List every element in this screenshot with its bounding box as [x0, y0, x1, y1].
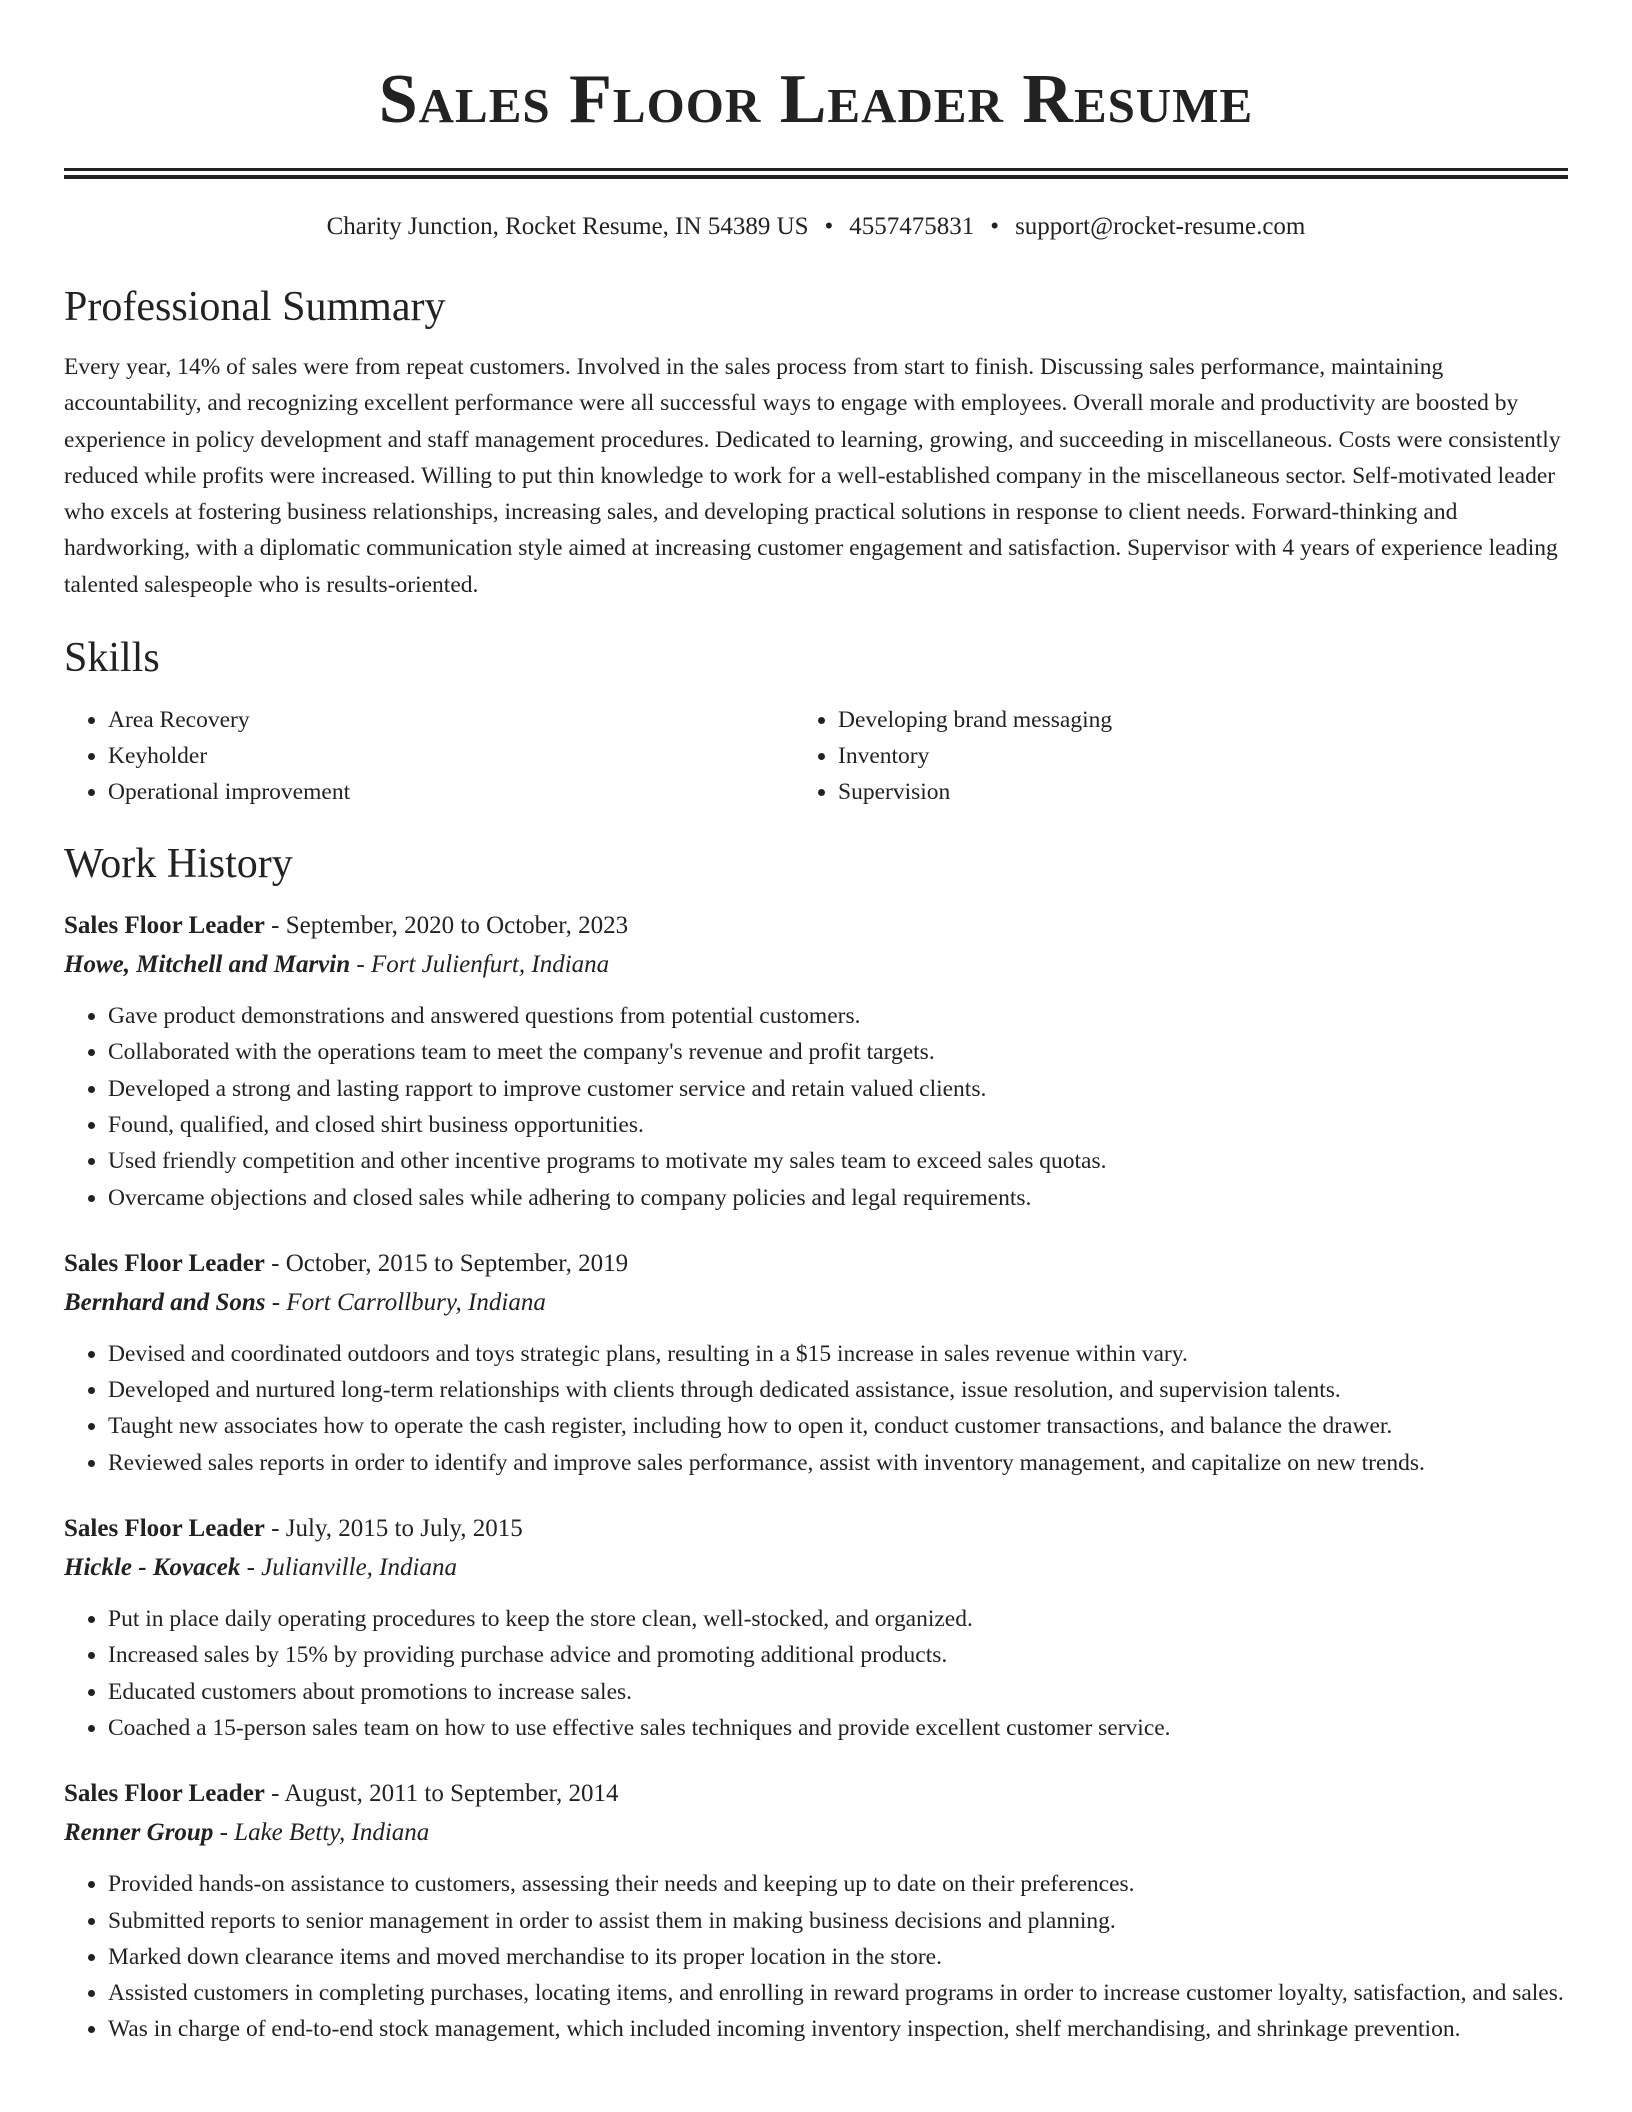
duty-item: • Submitted reports to senior management in order to assist them in making business decisions and planning.	[108, 1903, 1568, 1939]
skills-column-left	[64, 702, 838, 810]
duty-item: • Increased sales by 15% by providing purchase advice and promoting additional products.	[108, 1637, 1568, 1673]
contact-email: support@rocket-resume.com	[1015, 213, 1306, 240]
summary-heading: Professional Summary	[64, 284, 446, 330]
duties-list	[64, 1601, 1568, 1746]
company-location: - Julianville, Indiana	[240, 1554, 457, 1582]
job-title: Sales Floor Leader	[64, 1249, 265, 1277]
company-line	[64, 1814, 1568, 1852]
contact-phone: 4557475831	[849, 213, 975, 240]
work-history-heading: Work History	[64, 841, 293, 888]
company-name: Howe, Mitchell and Marvin	[64, 951, 351, 979]
skills-list	[64, 702, 1568, 810]
skill-item: • Keyholder	[108, 738, 838, 774]
company-line	[64, 1549, 1568, 1587]
duty-item: • Reviewed sales reports in order to identify and improve sales performance, assist with inventory management, and capitalize on new trends.	[108, 1445, 1568, 1481]
company-location: - Fort Julienfurt, Indiana	[350, 951, 610, 979]
skill-item: • Area Recovery	[108, 702, 838, 738]
duty-item: • Devised and coordinated outdoors and toys strategic plans, resulting in a $15 increase in sales revenue within vary.	[108, 1336, 1568, 1372]
company-location: - Lake Betty, Indiana	[213, 1819, 430, 1847]
duty-item: • Overcame objections and closed sales while adhering to company policies and legal requirements.	[108, 1180, 1568, 1216]
company-line	[64, 1284, 1568, 1322]
duty-item: • Was in charge of end-to-end stock management, which included incoming inventory inspection, shelf merchandising, and shrinkage prevention.	[108, 2011, 1568, 2047]
resume-title: Sales Floor Leader Resume	[378, 61, 1254, 138]
skill-item: • Supervision	[838, 774, 1568, 810]
duty-item: • Used friendly competition and other incentive programs to motivate my sales team to exceed sales quotas.	[108, 1143, 1568, 1179]
contact-line	[64, 212, 1568, 242]
duty-item: • Educated customers about promotions to increase sales.	[108, 1674, 1568, 1710]
contact-address: Charity Junction, Rocket Resume, IN 54389 US	[326, 213, 809, 240]
duty-item: • Coached a 15-person sales team on how to use effective sales techniques and provide excellent customer service.	[108, 1710, 1568, 1746]
duty-item: • Put in place daily operating procedures to keep the store clean, well-stocked, and organized.	[108, 1601, 1568, 1637]
company-name: Renner Group	[64, 1819, 214, 1847]
job-title-line	[64, 1511, 1568, 1547]
resume-page	[64, 0, 1568, 2048]
duties-list	[64, 998, 1568, 1216]
job-title: Sales Floor Leader	[64, 1515, 265, 1543]
contact-separator: •	[824, 213, 834, 240]
duty-item: • Developed a strong and lasting rapport to improve customer service and retain valued clients.	[108, 1071, 1568, 1107]
duty-item: • Collaborated with the operations team to meet the company's revenue and profit targets.	[108, 1034, 1568, 1070]
duty-item: • Found, qualified, and closed shirt business opportunities.	[108, 1107, 1568, 1143]
duty-item: • Taught new associates how to operate the cash register, including how to open it, conduct customer transactions, and balance the drawer.	[108, 1408, 1568, 1444]
job-dates: - September, 2020 to October, 2023	[264, 912, 629, 940]
job-title: Sales Floor Leader	[64, 1780, 265, 1808]
skill-item: • Developing brand messaging	[838, 702, 1568, 738]
title-divider	[64, 168, 1568, 179]
summary-text: Every year, 14% of sales were from repeat customers. Involved in the sales process from start to finish. Discussing sales performance, maintaining accountability, and recognizing excellent performance were all successful ways to engage with employees. Overall morale and productivity are boosted by experience in policy development and staff management procedures. Dedicated to learning, growing, and succeeding in miscellaneous. Costs were consistently reduced while profits were increased. Willing to put thin knowledge to work for a well-established company in the miscellaneous sector. Self-motivated leader who excels at fostering business relationships, increasing sales, and developing practical solutions in response to client needs. Forward-thinking and hardworking, with a diplomatic communication style aimed at increasing customer engagement and satisfaction. Supervisor with 4 years of experience leading talented salespeople who is results-oriented.	[64, 354, 1561, 598]
skill-item: • Inventory	[838, 738, 1568, 774]
duty-item: • Marked down clearance items and moved merchandise to its proper location in the store.	[108, 1939, 1568, 1975]
contact-separator: •	[990, 213, 1000, 240]
duty-item: • Gave product demonstrations and answered questions from potential customers.	[108, 998, 1568, 1034]
duty-item: • Assisted customers in completing purchases, locating items, and enrolling in reward programs in order to increase customer loyalty, satisfaction, and sales.	[108, 1975, 1568, 2011]
job-entry	[64, 908, 1568, 1216]
company-name: Bernhard and Sons	[64, 1288, 266, 1316]
job-title-line	[64, 1246, 1568, 1282]
job-dates: - August, 2011 to September, 2014	[264, 1780, 619, 1808]
company-name: Hickle - Kovacek	[64, 1554, 241, 1582]
company-location: - Fort Carrollbury, Indiana	[265, 1288, 546, 1316]
duties-list	[64, 1336, 1568, 1481]
job-title-line	[64, 1776, 1568, 1812]
job-title-line	[64, 908, 1568, 944]
job-entry	[64, 1246, 1568, 1481]
skills-column-right	[838, 702, 1568, 810]
skill-item: • Operational improvement	[108, 774, 838, 810]
duty-item: • Developed and nurtured long-term relationships with clients through dedicated assistance, issue resolution, and supervision talents.	[108, 1372, 1568, 1408]
job-dates: - October, 2015 to September, 2019	[264, 1249, 629, 1277]
job-entry	[64, 1776, 1568, 2047]
job-dates: - July, 2015 to July, 2015	[264, 1515, 523, 1543]
job-entry	[64, 1511, 1568, 1746]
job-title: Sales Floor Leader	[64, 912, 265, 940]
skills-heading: Skills	[64, 635, 160, 682]
company-line	[64, 946, 1568, 984]
duties-list	[64, 1866, 1568, 2047]
duty-item: • Provided hands-on assistance to customers, assessing their needs and keeping up to date on their preferences.	[108, 1866, 1568, 1902]
